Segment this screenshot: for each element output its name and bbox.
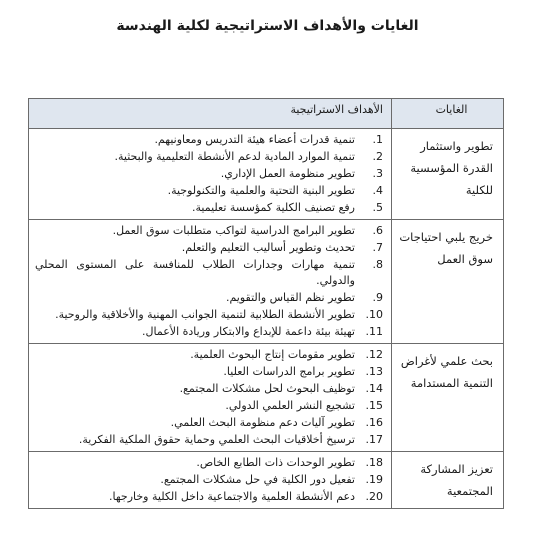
objective-number: 18. — [365, 456, 383, 469]
table-header-row — [29, 99, 504, 129]
objective-text: تنمية مهارات وجدارات الطلاب للمنافسة على المستوى المحلي والدولي. — [35, 258, 355, 287]
objective-item — [35, 223, 387, 239]
objective-item — [35, 415, 387, 431]
objective-item — [35, 290, 387, 306]
goal-cell: خريج يلبي احتياجات سوق العمل — [392, 220, 504, 344]
objective-text: تطوير الوحدات ذات الطابع الخاص. — [196, 456, 355, 469]
objective-number: 8. — [372, 258, 383, 271]
table-body — [29, 129, 504, 509]
objective-text: تطوير منظومة العمل الإداري. — [220, 167, 355, 180]
objectives-column-header: الأهداف الاستراتيجية — [29, 99, 392, 129]
table-row — [29, 452, 504, 509]
objective-item — [35, 200, 387, 216]
objective-item — [35, 183, 387, 199]
objective-item — [35, 257, 387, 289]
objective-number: 2. — [372, 150, 383, 163]
objective-item — [35, 455, 387, 471]
objective-number: 6. — [372, 224, 383, 237]
objectives-cell — [29, 220, 392, 344]
objective-item — [35, 398, 387, 414]
table-row — [29, 344, 504, 452]
objectives-cell — [29, 129, 392, 220]
objective-number: 5. — [372, 201, 383, 214]
objective-text: رفع تصنيف الكلية كمؤسسة تعليمية. — [192, 201, 355, 214]
objective-item — [35, 347, 387, 363]
objective-item — [35, 324, 387, 340]
objective-item — [35, 364, 387, 380]
objective-number: 1. — [372, 133, 383, 146]
goal-cell: بحث علمي لأغراض التنمية المستدامة — [392, 344, 504, 452]
objective-text: دعم الأنشطة العلمية والاجتماعية داخل الكلية وخارجها. — [109, 490, 355, 503]
objective-text: توظيف البحوث لحل مشكلات المجتمع. — [179, 382, 355, 395]
objective-text: تهيئة بيئة داعمة للإبداع والابتكار وريادة الأعمال. — [142, 325, 355, 338]
objective-item — [35, 472, 387, 488]
objective-number: 13. — [365, 365, 383, 378]
objective-number: 14. — [365, 382, 383, 395]
objective-text: ترسيخ أخلاقيات البحث العلمي وحماية حقوق الملكية الفكرية. — [78, 433, 355, 446]
objective-item — [35, 489, 387, 505]
objective-item — [35, 432, 387, 448]
table-row — [29, 220, 504, 344]
objective-item — [35, 132, 387, 148]
objective-number: 15. — [365, 399, 383, 412]
objective-item — [35, 149, 387, 165]
objective-text: تطوير الأنشطة الطلابية لتنمية الجوانب المهنية والأخلاقية والروحية. — [55, 308, 355, 321]
objectives-cell — [29, 452, 392, 509]
objective-text: تطوير برامج الدراسات العليا. — [223, 365, 355, 378]
objective-text: تنمية قدرات أعضاء هيئة التدريس ومعاونيهم. — [154, 133, 355, 146]
objective-item — [35, 240, 387, 256]
objective-number: 4. — [372, 184, 383, 197]
objective-number: 3. — [372, 167, 383, 180]
objective-number: 17. — [365, 433, 383, 446]
objective-text: تفعيل دور الكلية في حل مشكلات المجتمع. — [160, 473, 355, 486]
objective-text: تطوير آليات دعم منظومة البحث العلمي. — [170, 416, 355, 429]
objective-text: تطوير نظم القياس والتقويم. — [225, 291, 355, 304]
objective-number: 19. — [365, 473, 383, 486]
objective-text: تطوير مقومات إنتاج البحوث العلمية. — [190, 348, 355, 361]
document-title: الغايات والأهداف الاستراتيجية لكلية الهندسة — [116, 18, 419, 34]
objective-item — [35, 166, 387, 182]
objective-item — [35, 381, 387, 397]
objective-number: 20. — [365, 490, 383, 503]
goal-cell: تعزيز المشاركة المجتمعية — [392, 452, 504, 509]
objective-number: 9. — [372, 291, 383, 304]
objective-text: تنمية الموارد المادية لدعم الأنشطة التعليمية والبحثية. — [114, 150, 355, 163]
goals-objectives-table — [28, 98, 504, 509]
objective-item — [35, 307, 387, 323]
objective-number: 16. — [365, 416, 383, 429]
objective-number: 12. — [365, 348, 383, 361]
objective-number: 10. — [365, 308, 383, 321]
objective-text: تطوير البنية التحتية والعلمية والتكنولوجية. — [167, 184, 355, 197]
objective-text: تحديث وتطوير أساليب التعليم والتعلم. — [181, 241, 355, 254]
objective-text: تطوير البرامج الدراسية لتواكب متطلبات سوق العمل. — [112, 224, 355, 237]
objective-text: تشجيع النشر العلمي الدولي. — [225, 399, 355, 412]
goals-column-header: الغايات — [392, 99, 504, 129]
objectives-cell — [29, 344, 392, 452]
goal-cell: تطوير واستثمار القدرة المؤسسية للكلية — [392, 129, 504, 220]
objective-number: 11. — [365, 325, 383, 338]
table-row — [29, 129, 504, 220]
objective-number: 7. — [372, 241, 383, 254]
